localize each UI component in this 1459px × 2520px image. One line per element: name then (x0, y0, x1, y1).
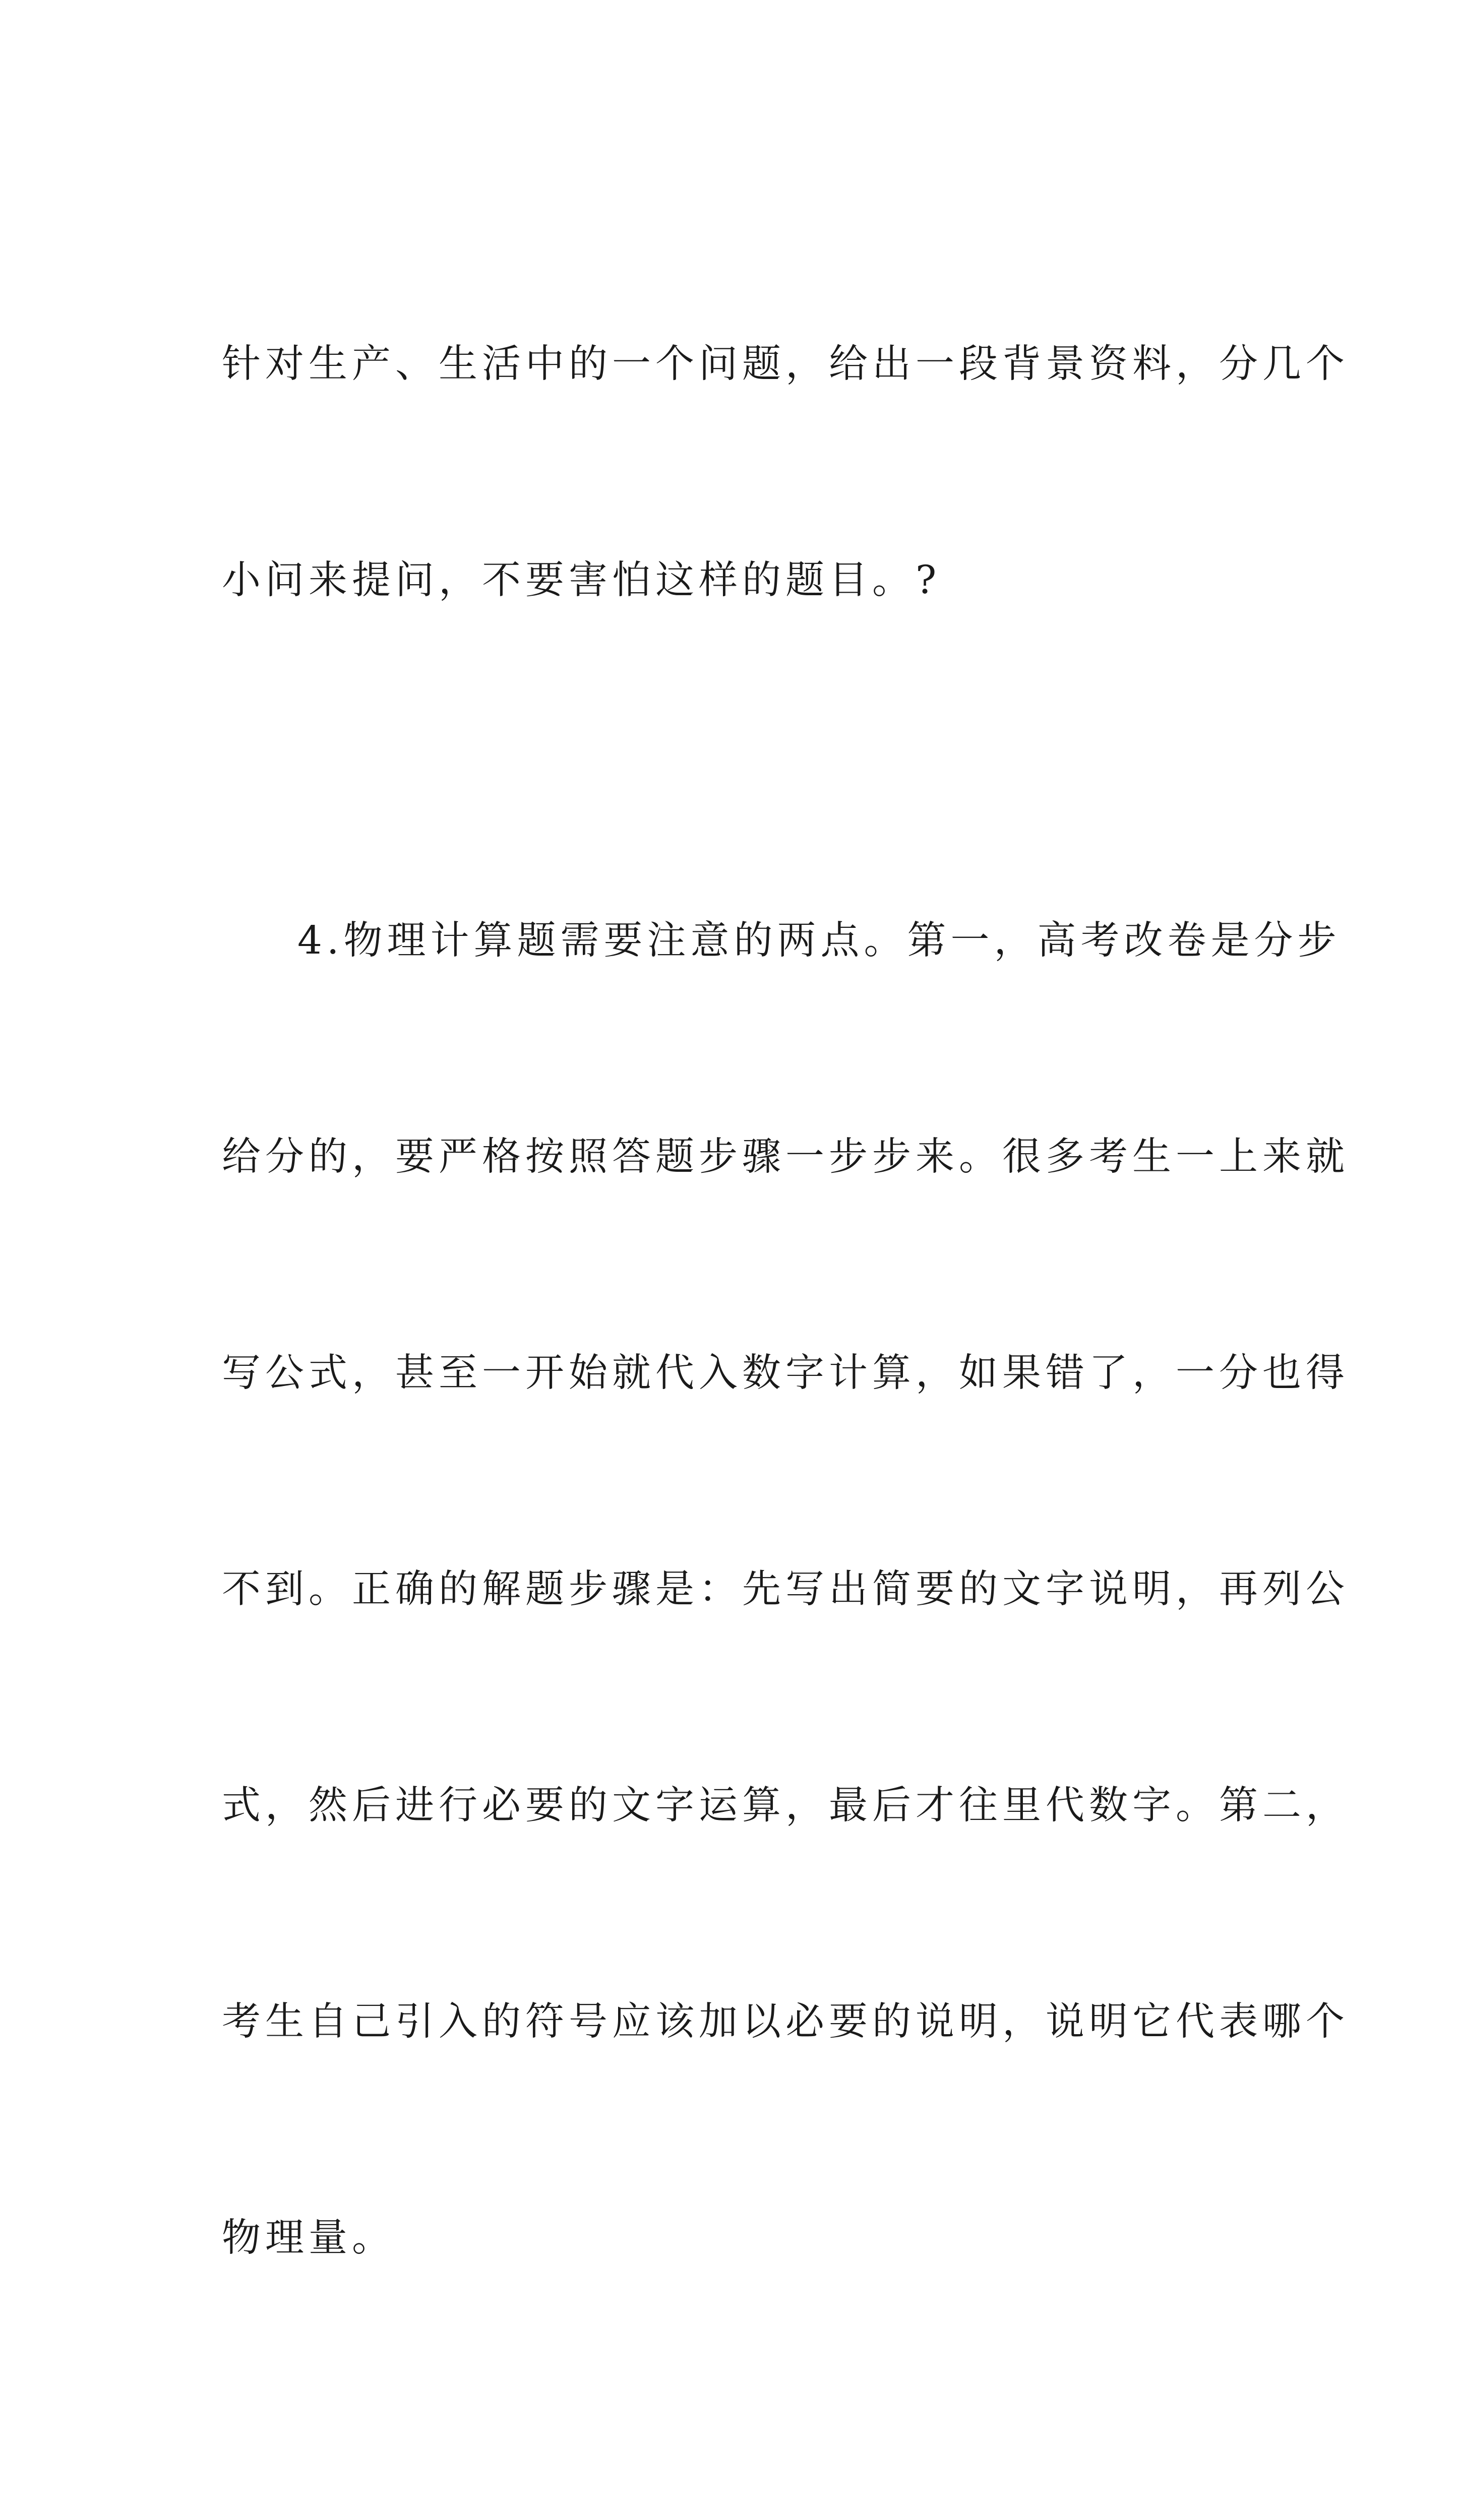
text-line: 式，然后进行必要的文字运算，最后才往里代数字。第二， (222, 1783, 1349, 1828)
paragraph-item-4 (222, 761, 1349, 2418)
paragraph-continuation (222, 184, 1349, 761)
text-line: 针对生产、生活中的一个问题，给出一段背景资料，分几个 (222, 342, 1349, 387)
document-body (222, 184, 1349, 2520)
text-line: 给分的，要严格按照答题步骤一步步来。很多考生一上来就 (222, 1135, 1349, 1179)
text-line: 考生自己引入的符号应该加以必要的说明，说明它代表哪个 (222, 1999, 1349, 2044)
text-line: 不到。正确的解题步骤是：先写出简要的文字说明，再列公 (222, 1567, 1349, 1612)
text-line: 写公式，甚至一开始就代入数字计算，如果错了，一分也得 (222, 1351, 1349, 1396)
text-line: 物理量。 (222, 2216, 395, 2260)
text-line: 小问来提问，不要害怕这样的题目。? (222, 558, 941, 603)
paragraph-item-5 (222, 2418, 1243, 2520)
text-line: 4.物理计算题需要注意的两点。第一，高考改卷是分步 (297, 918, 1341, 963)
